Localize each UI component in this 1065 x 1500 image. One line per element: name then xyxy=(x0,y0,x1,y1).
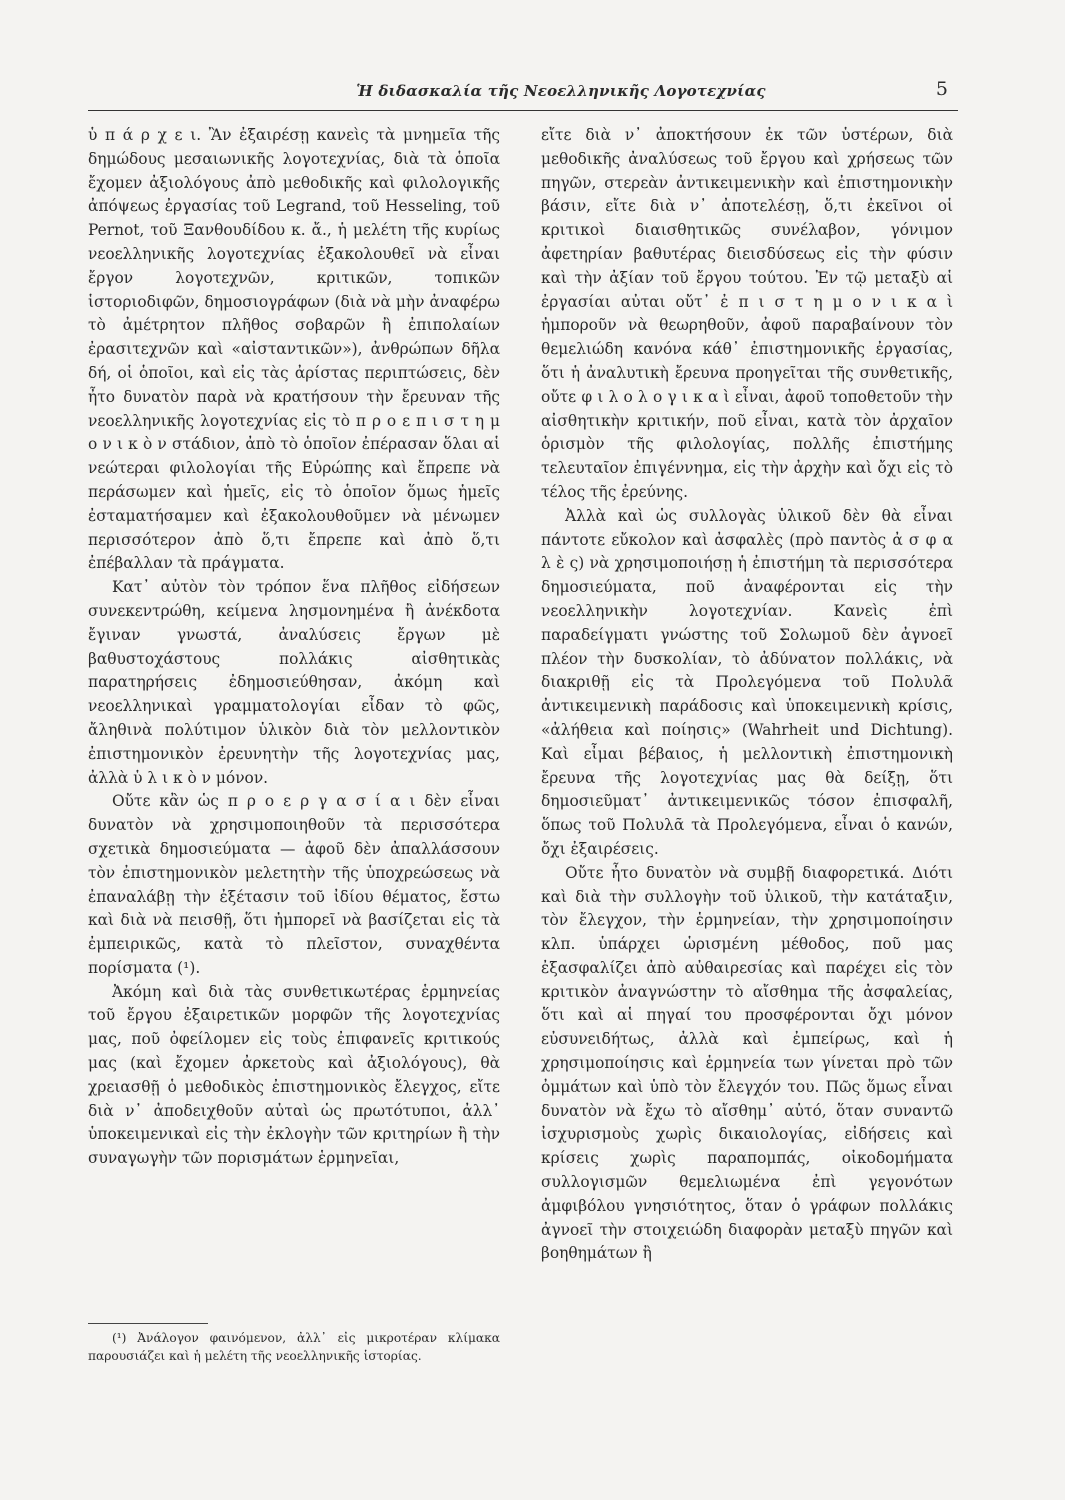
paragraph: ὑ π ά ρ χ ε ι. Ἂν ἐξαιρέσῃ κανεὶς τὰ μνημεῖα τῆς δημώδους μεσαιωνικῆς λογοτεχνίας, διὰ τὰ ὁποῖα ἔχομεν ἀξιολόγους ἀπὸ μεθοδικῆς καὶ φιλολογικῆς ἀπόψεως ἐργασίας τοῦ Legrand, τοῦ Hesseling, τοῦ Pernot, τοῦ Ξανθουδίδου κ. ἄ., ἡ μελέτη τῆς κυρίως νεοελληνικῆς λογοτεχνίας ἐξακολουθεῖ νὰ εἶναι ἔργον λογοτεχνῶν, κριτικῶν, τοπικῶν ἱστοριοδιφῶν, δημοσιογράφων (διὰ νὰ μὴν ἀναφέρω τὸ ἀμέτρητον πλῆθος σοβαρῶν ἢ ἐπιπολαίων ἐρασιτεχνῶν καὶ «αἰσταντικῶν»), ἀνθρώπων δῆλα δή, οἱ ὁποῖοι, καὶ εἰς τὰς ἀρίστας περιπτώσεις, δὲν ἦτο δυνατὸν παρὰ νὰ κρατήσουν τὴν ἔρευναν τῆς νεοελληνικῆς λογοτεχνίας εἰς τὸ π ρ ο ε π ι σ τ η μ ο ν ι κ ὸ ν στάδιον, ἀπὸ τὸ ὁποῖον ἐπέρασαν ὅλαι αἱ νεώτεραι φιλολογίαι τῆς Εὐρώπης καὶ ἔπρεπε νὰ περάσωμεν καὶ ἡμεῖς, εἰς τὸ ὁποῖον ὅμως ἡμεῖς ἐσταματήσαμεν καὶ ἐξακολουθοῦμεν νὰ μένωμεν περισσότερον ἀπὸ ὅ,τι ἔπρεπε καὶ ἀπὸ ὅ,τι ἐπέβαλλαν τὰ πράγματα. xyxy=(88,126,500,573)
paragraph: Οὔτε ἦτο δυνατὸν νὰ συμβῇ διαφορετικά. Διότι καὶ διὰ τὴν συλλογὴν τοῦ ὑλικοῦ, τὴν κατάταξιν, τὸν ἔλεγχον, τὴν ἑρμηνείαν, τὴν χρησιμοποίησιν κλπ. ὑπάρχει ὡρισμένη μέθοδος, ποῦ μας ἐξασφαλίζει ἀπὸ αὐθαιρεσίας καὶ παρέχει εἰς τὸν κριτικὸν ἀναγνώστην τὸ αἴσθημα τῆς ἀσφαλείας, ὅτι καὶ αἱ πηγαί του προσφέρονται ὄχι μόνον εὐσυνειδήτως, ἀλλὰ καὶ ἐμπείρως, καὶ ἡ χρησιμοποίησις καὶ ἑρμηνεία των γίνεται πρὸ τῶν ὀμμάτων καὶ ὑπὸ τὸν ἔλεγχόν του. Πῶς ὅμως εἶναι δυνατὸν νὰ ἔχω τὸ αἴσθημ᾽ αὐτό, ὅταν συναντῶ ἰσχυρισμοὺς χωρὶς δικαιολογίας, εἰδήσεις καὶ κρίσεις χωρὶς παραπομπάς, οἰκοδομήματα συλλογισμῶν θεμελιωμένα ἐπὶ γεγονότων ἀμφιβόλου γνησιότητος, ὅταν ὁ γράφων πολλάκις ἀγνοεῖ τὴν στοιχειώδη διαφορὰν μεταξὺ πηγῶν καὶ βοηθημάτων ἢ xyxy=(541,863,953,1263)
running-title: Ἡ διδασκαλία τῆς Νεοελληνικῆς Λογοτεχνίας xyxy=(356,82,766,100)
right-column xyxy=(541,124,953,1266)
paragraph: εἴτε διὰ ν᾽ ἀποκτήσουν ἐκ τῶν ὑστέρων, διὰ μεθοδικῆς ἀναλύσεως τοῦ ἔργου καὶ χρήσεως τῶν πηγῶν, στερεὰν ἀντικειμενικὴν καὶ ἐπιστημονικὴν βάσιν, εἴτε διὰ ν᾽ ἀποτελέσῃ, ὅ,τι ἐκεῖνοι οἱ κριτικοὶ διαισθητικῶς συνέλαβον, γόνιμον ἀφετηρίαν βαθυτέρας διεισδύσεως εἰς τὴν φύσιν καὶ τὴν ἀξίαν τοῦ ἔργου τούτου. Ἐν τῷ μεταξὺ αἱ ἐργασίαι αὐται οὔτ᾽ ἐ π ι σ τ η μ ο ν ι κ α ὶ ἠμποροῦν νὰ θεωρηθοῦν, ἀφοῦ παραβαίνουν τὸν θεμελιώδη κανόνα κάθ᾽ ἐπιστημονικῆς ἐργασίας, ὅτι ἡ ἀναλυτικὴ ἔρευνα προηγεῖται τῆς συνθετικῆς, οὔτε φ ι λ ο λ ο γ ι κ α ὶ εἶναι, ἀφοῦ τοποθετοῦν τὴν αἰσθητικὴν κριτικήν, ποῦ εἶναι, κατὰ τὸν ἀρχαῖον ὁρισμὸν τῆς φιλολογίας, πολλῆς ἐπιστήμης τελευταῖον ἐπιγέννημα, εἰς τὴν ἀρχὴν καὶ ὄχι εἰς τὸ τέλος τῆς ἐρεύνης. xyxy=(541,126,953,501)
paragraph: Ἀλλὰ καὶ ὡς συλλογὰς ὑλικοῦ δὲν θὰ εἶναι πάντοτε εὔκολον καὶ ἀσφαλὲς (πρὸ παντὸς ἀ σ φ α λ ὲ ς) νὰ χρησιμοποιήσῃ ἡ ἐπιστήμη τὰ περισσότερα δημοσιεύματα, ποῦ ἀναφέρονται εἰς τὴν νεοελληνικὴν λογοτεχνίαν. Κανεὶς ἐπὶ παραδείγματι γνώστης τοῦ Σολωμοῦ δὲν ἀγνοεῖ πλέον τὴν δυσκολίαν, τὸ ἀδύνατον πολλάκις, νὰ διακριθῇ εἰς τὰ Προλεγόμενα τοῦ Πολυλᾶ ἀντικειμενικὴ παράδοσις καὶ ὑποκειμενικὴ κρίσις, «ἀλήθεια καὶ ποίησις» (Wahrheit und Dichtung). Καὶ εἶμαι βέβαιος, ἡ μελλοντικὴ ἐπιστημονικὴ ἔρευνα τῆς λογοτεχνίας μας θὰ δείξῃ, ὅτι δημοσιεῦματ᾽ ἀντικειμενικῶς τόσον ἐπισφαλῆ, ὅπως τοῦ Πολυλᾶ τὰ Προλεγόμενα, εἶναι ὁ κανών, ὄχι ἐξαιρέσεις. xyxy=(541,506,953,858)
paragraph: Κατ᾽ αὐτὸν τὸν τρόπον ἕνα πλῆθος εἰδήσεων συνεκεντρώθη, κείμενα λησμονημένα ἢ ἀνέκδοτα ἔγιναν γνωστά, ἀναλύσεις ἔργων μὲ βαθυστοχάστους πολλάκις αἰσθητικὰς παρατηρήσεις ἐδημοσιεύθησαν, ἀκόμη καὶ νεοελληνικαὶ γραμματολογίαι εἶδαν τὸ φῶς, ἄληθινὰ πολύτιμον ὑλικὸν διὰ τὸν μελλοντικὸν ἐπιστημονικὸν ἐρευνητὴν τῆς λογοτεχνίας μας, ἀλλὰ ὑ λ ι κ ὸ ν μόνον. xyxy=(88,578,500,787)
left-column xyxy=(88,124,500,1171)
page-header xyxy=(88,78,958,111)
footnote: (¹) Ἀνάλογον φαινόμενον, ἀλλ᾽ εἰς μικροτέραν κλίμακα παρουσιάζει καὶ ἡ μελέτη τῆς νεοελληνικῆς ἱστορίας. xyxy=(88,1331,500,1363)
paragraph: Ἀκόμη καὶ διὰ τὰς συνθετικωτέρας ἑρμηνείας τοῦ ἔργου ἐξαιρετικῶν μορφῶν τῆς λογοτεχνίας μας, ποῦ ὀφείλομεν εἰς τοὺς ἐπιφανεῖς κριτικούς μας (καὶ ἔχομεν ἀρκετοὺς καὶ ἀξιολόγους), θὰ χρειασθῇ ὁ μεθοδικὸς ἐπιστημονικὸς ἔλεγχος, εἴτε διὰ ν᾽ ἀποδειχθοῦν αὐταὶ ὡς πρωτότυποι, ἀλλ᾽ ὑποκειμενικαὶ εἰς τὴν ἐκλογὴν τῶν κριτηρίων ἢ τὴν συναγωγὴν τῶν πορισμάτων ἑρμηνεῖαι, xyxy=(88,982,500,1168)
paragraph: Οὔτε κἂν ὡς π ρ ο ε ρ γ α σ ί α ι δὲν εἶναι δυνατὸν νὰ χρησιμοποιηθοῦν τὰ περισσότερα σχετικὰ δημοσιεύματα — ἀφοῦ δὲν ἀπαλλάσσουν τὸν ἐπιστημονικὸν μελετητὴν τῆς ὑποχρεώσεως νὰ ἐπαναλάβῃ τὴν ἐξέτασιν τοῦ ἰδίου θέματος, ἔστω καὶ διὰ νὰ πεισθῇ, ὅτι ἠμπορεῖ νὰ βασίζεται εἰς τὰ ἐμπειρικῶς, κατὰ τὸ πλεῖστον, συναχθέντα πορίσματα (¹). xyxy=(88,792,500,977)
page-number: 5 xyxy=(935,78,948,100)
footnote-divider xyxy=(88,1323,208,1324)
